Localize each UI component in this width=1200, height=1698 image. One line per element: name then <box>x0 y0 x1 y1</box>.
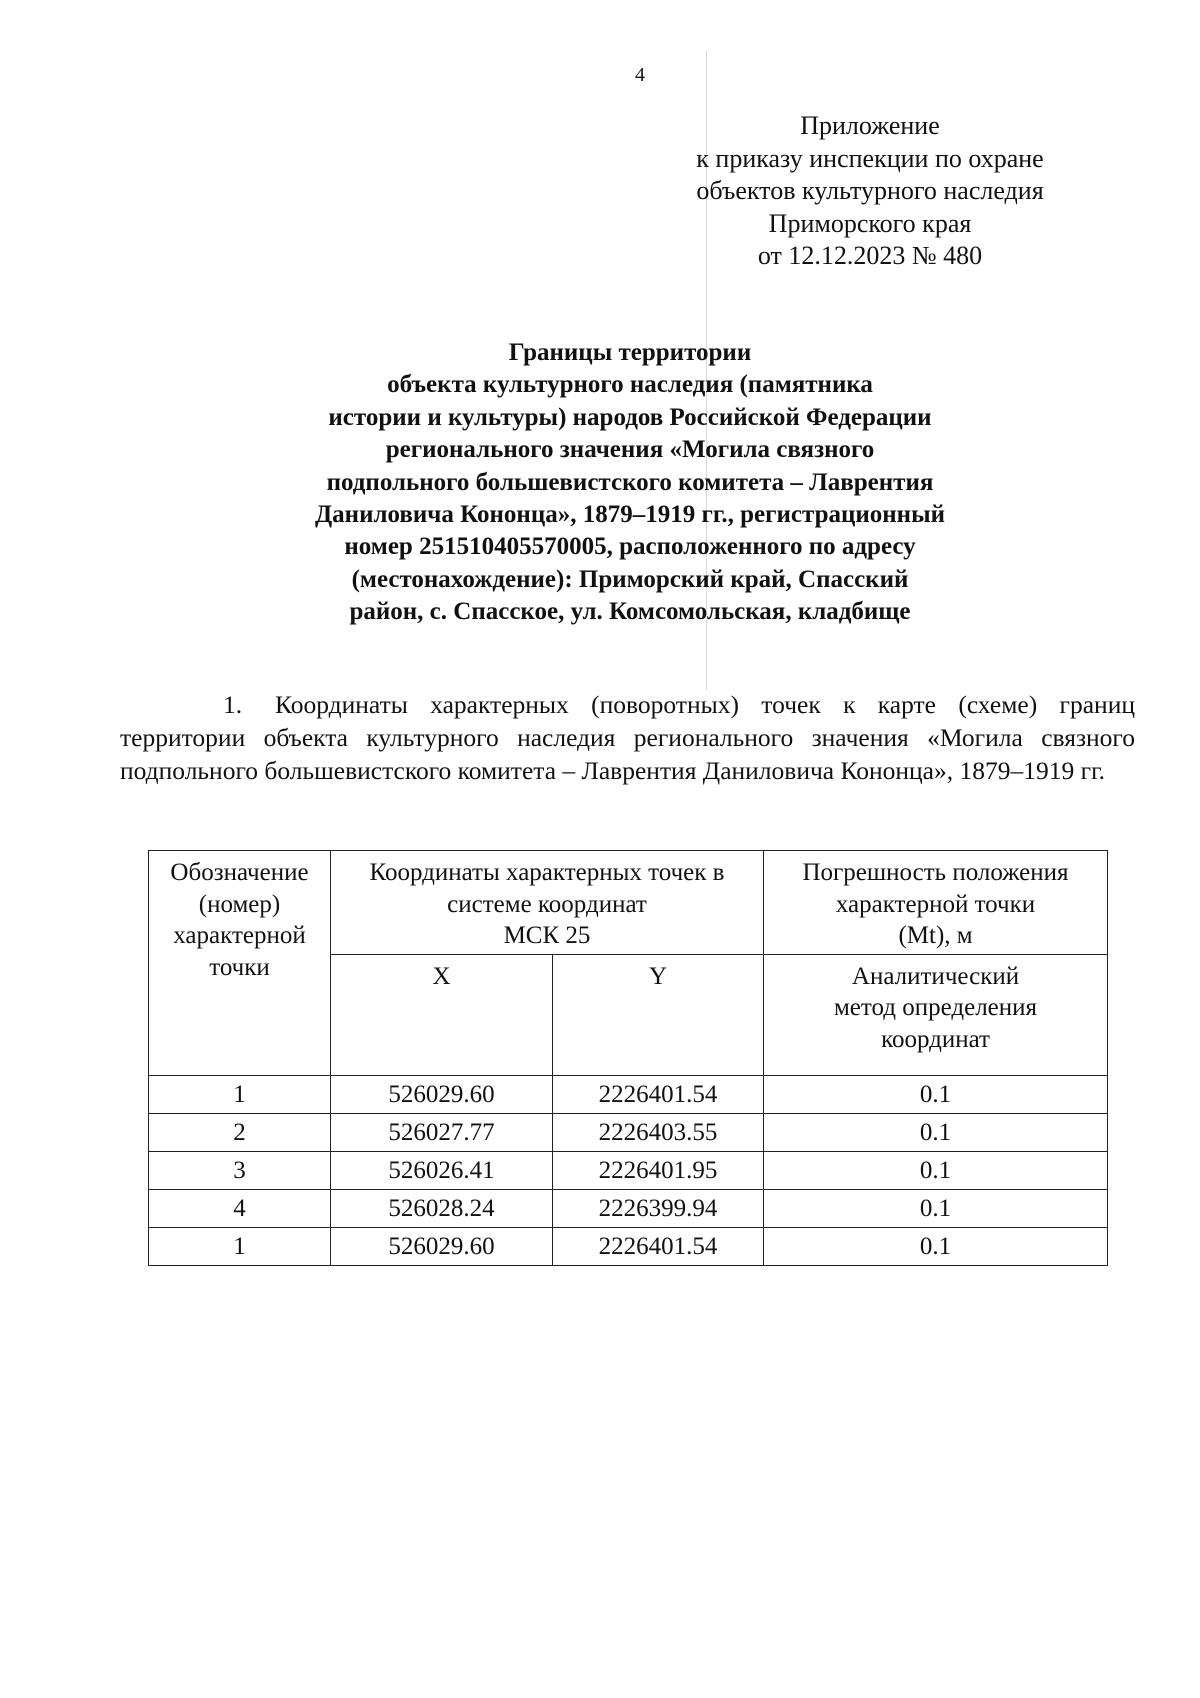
header-method: Аналитический метод определения координат <box>764 954 1108 1075</box>
title-line: номер 251510405570005, расположенного по адресу <box>344 533 916 561</box>
title-line: район, с. Спасское, ул. Комсомольская, кладбище <box>349 598 911 626</box>
cell-y: 2226401.95 <box>553 1151 764 1189</box>
cell-x: 526029.60 <box>331 1227 553 1265</box>
paragraph-text: Координаты характерных (поворотных) точек к карте (схеме) границ территории объекта культурного наследия регионального значения «Могила связного подпольного большевистского комитета – Лаврентия Даниловича Кононца», 1879–1919 гг. <box>120 690 1135 785</box>
header-y: Y <box>553 954 764 1075</box>
appendix-line: от 12.12.2023 № 480 <box>757 241 983 270</box>
paragraph-number: 1. <box>223 690 243 719</box>
paragraph-1 <box>120 688 1135 787</box>
header-point-designation: Обозначение (номер) характерной точки <box>149 851 331 1076</box>
table-row <box>149 1189 1108 1227</box>
cell-point: 3 <box>149 1151 331 1189</box>
title-line: объекта культурного наследия (памятника <box>387 371 873 399</box>
header-x: X <box>331 954 553 1075</box>
table-row <box>149 1075 1108 1113</box>
header-position-error: Погрешность положения характерной точки (Mt), м <box>764 851 1108 955</box>
cell-x: 526028.24 <box>331 1189 553 1227</box>
cell-y: 2226403.55 <box>553 1113 764 1151</box>
title-line: истории и культуры) народов Российской Федерации <box>328 403 932 431</box>
appendix-line: объектов культурного наследия <box>696 176 1044 205</box>
cell-error: 0.1 <box>764 1113 1108 1151</box>
cell-y: 2226401.54 <box>553 1075 764 1113</box>
cell-point: 1 <box>149 1075 331 1113</box>
cell-error: 0.1 <box>764 1075 1108 1113</box>
cell-x: 526026.41 <box>331 1151 553 1189</box>
cell-error: 0.1 <box>764 1151 1108 1189</box>
cell-error: 0.1 <box>764 1189 1108 1227</box>
appendix-line: к приказу инспекции по охране <box>696 143 1044 173</box>
cell-error: 0.1 <box>764 1227 1108 1265</box>
cell-x: 526027.77 <box>331 1113 553 1151</box>
coordinates-table <box>148 850 1108 1266</box>
title-line: Даниловича Кононца», 1879–1919 гг., регистрационный <box>314 501 946 529</box>
cell-y: 2226399.94 <box>553 1189 764 1227</box>
page-number: 4 <box>635 64 645 86</box>
cell-point: 1 <box>149 1227 331 1265</box>
header-coordinates: Координаты характерных точек в системе координат МСК 25 <box>331 851 764 955</box>
title-line: Границы территории <box>508 339 752 366</box>
table-row <box>149 1227 1108 1265</box>
title-line: подпольного большевистского комитета – Лаврентия <box>326 468 934 496</box>
appendix-line: Приморского края <box>768 208 972 238</box>
cell-point: 2 <box>149 1113 331 1151</box>
appendix-block <box>660 110 1080 273</box>
cell-x: 526029.60 <box>331 1075 553 1113</box>
title-line: регионального значения «Могила связного <box>385 436 875 464</box>
document-title <box>230 337 1030 629</box>
table-row <box>149 1151 1108 1189</box>
table-row <box>149 1113 1108 1151</box>
title-line: (местонахождение): Приморский край, Спасский <box>351 565 909 593</box>
appendix-line: Приложение <box>800 111 940 140</box>
cell-point: 4 <box>149 1189 331 1227</box>
cell-y: 2226401.54 <box>553 1227 764 1265</box>
